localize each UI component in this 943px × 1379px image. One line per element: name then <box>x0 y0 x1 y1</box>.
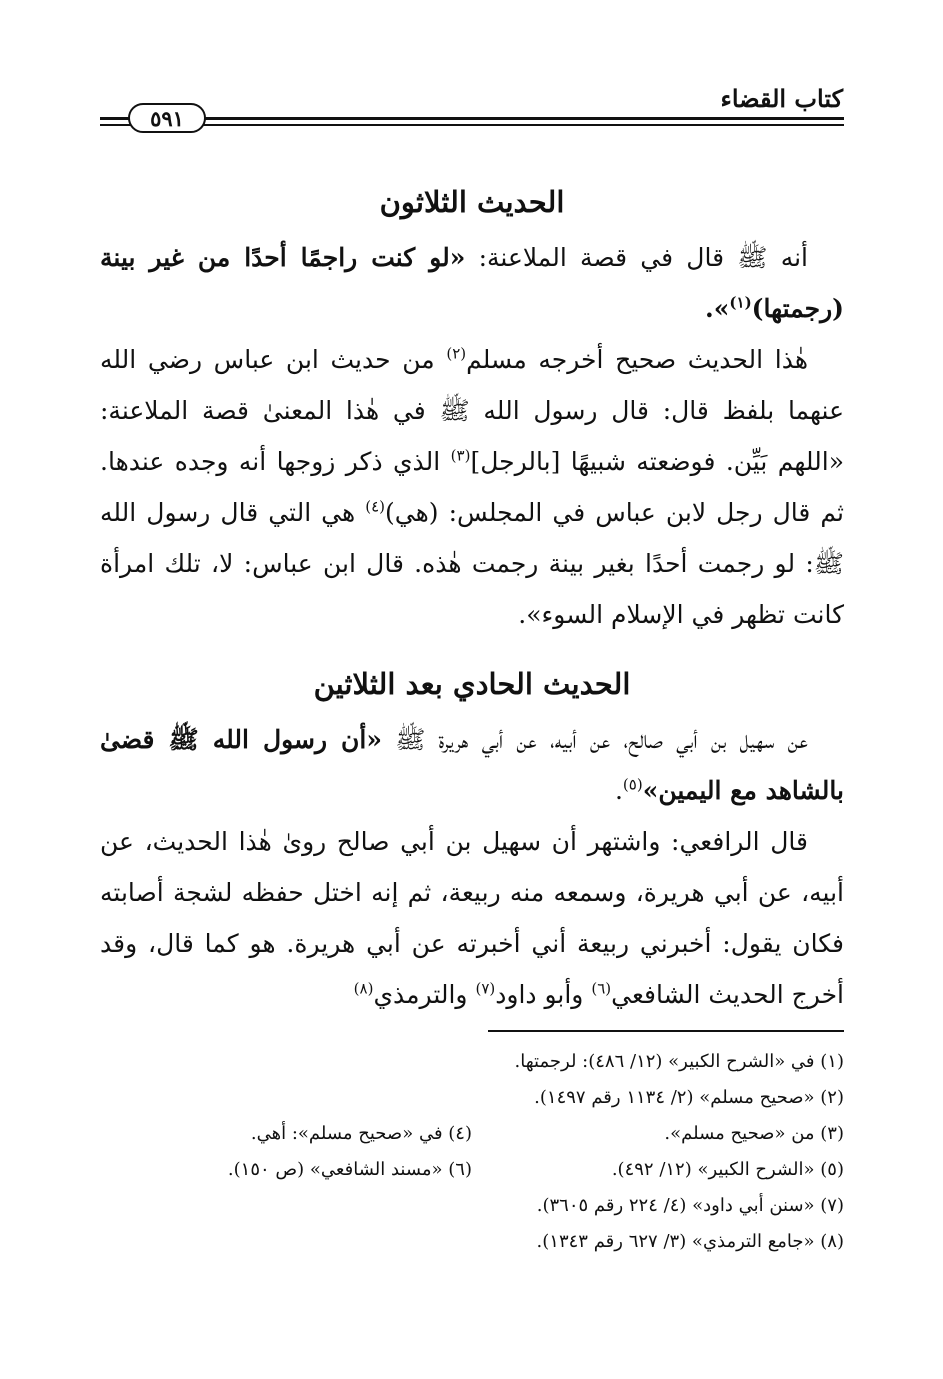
running-header-title: كتاب القضاء <box>720 84 843 113</box>
footnote-row <box>100 1188 844 1224</box>
commentary-paragraph: هٰذا الحديث صحيح أخرجه مسلم$^{(٢)}$ من حديث ابن عباس رضي الله عنهما بلفظ قال: قال رسول الله ﷺ في هٰذا المعنىٰ قصة الملاعنة: «اللهم بَيِّن. فوضعته شبيهًا [بالرجل]$^{(٣)}$ الذي ذكر زوجها أنه وجده عندها. ثم قال رجل لابن عباس في المجلس: (هي)$^{(٤)}$ هي التي قال رسول الله ﷺ: لو رجمت أحدًا بغير بينة رجمت هٰذه. قال ابن عباس: لا، تلك امرأة كانت تظهر في الإسلام السوء». <box>100 344 844 629</box>
hadith-text: عن سهيل بن أبي صالح، عن أبيه، عن أبي هريرة ﷺ «أن رسول الله ﷺ قضىٰ بالشاهد مع اليمين»$^{(٥)}$. <box>100 725 844 805</box>
footnote: (٢) «صحيح مسلم» (٢/ ١١٣٤ رقم ١٤٩٧). <box>534 1087 844 1108</box>
hadith-quote: «أن رسول الله ﷺ قضىٰ بالشاهد مع اليمين» <box>100 725 844 805</box>
header-rule <box>100 124 844 126</box>
footnote: (١) في «الشرح الكبير» (١٢/ ٤٨٦): لرجمتها. <box>514 1051 844 1072</box>
hadith-intro: عن سهيل بن أبي صالح، عن أبيه، عن أبي هريرة ﷺ <box>382 725 808 754</box>
footnote-ref: (٤) <box>365 497 386 516</box>
footnote-ref: (٢) <box>446 344 467 363</box>
footnote-ref: (٥) <box>622 775 643 794</box>
footnote: (٥) «الشرح الكبير» (١٢/ ٤٩٢). <box>611 1159 844 1180</box>
section-heading: الحديث الثلاثون <box>379 185 565 219</box>
footnote-ref: (٦) <box>591 979 612 998</box>
footnote-separator <box>488 1030 844 1032</box>
footnote: (٣) من «صحيح مسلم». <box>664 1123 844 1144</box>
hadith-quote: «لو كنت راجمًا أحدًا من غير بينة (رجمتها)$^{(١)}$». <box>100 243 844 323</box>
footnote-row <box>100 1080 844 1116</box>
footnotes <box>100 1044 844 1260</box>
footnote: (٤) في «صحيح مسلم»: أهي. <box>250 1123 472 1144</box>
footnote: (٨) «جامع الترمذي» (٣/ ٦٢٧ رقم ١٣٤٣). <box>536 1231 844 1252</box>
footnote: (٦) «مسند الشافعي» (ص ١٥٠). <box>227 1159 472 1180</box>
footnote-row <box>100 1224 844 1260</box>
footnote-row <box>100 1152 844 1188</box>
footnote-row <box>100 1116 844 1152</box>
hadith-intro: أنه ﷺ قال في قصة الملاعنة: <box>465 243 809 272</box>
section-heading: الحديث الحادي بعد الثلاثين <box>313 667 631 701</box>
main-text <box>100 172 844 1020</box>
commentary-paragraph: قال الرافعي: واشتهر أن سهيل بن أبي صالح روىٰ هٰذا الحديث، عن أبيه، عن أبي هريرة، وسمعه منه ربيعة، ثم إنه اختل حفظه لشجة أصابته فكان يقول: أخبرني ربيعة أني أخبرته عن أبي هريرة. هو كما قال، وقد أخرج الحديث الشافعي$^{(٦)}$ وأبو داود$^{(٧)}$ والترمذي$^{(٨)}$ <box>100 827 844 1009</box>
footnote: (٧) «سنن أبي داود» (٤/ ٢٢٤ رقم ٣٦٠٥). <box>536 1195 844 1216</box>
footnote-ref: (١) <box>729 293 752 312</box>
footnote-ref: (٣) <box>450 446 471 465</box>
header-rule <box>100 117 844 120</box>
footnote-ref: (٨) <box>353 979 374 998</box>
page-number: ٥٩١ <box>128 103 206 133</box>
hadith-text <box>100 232 844 334</box>
footnote-ref: (٧) <box>475 979 496 998</box>
footnote-row <box>100 1044 844 1080</box>
